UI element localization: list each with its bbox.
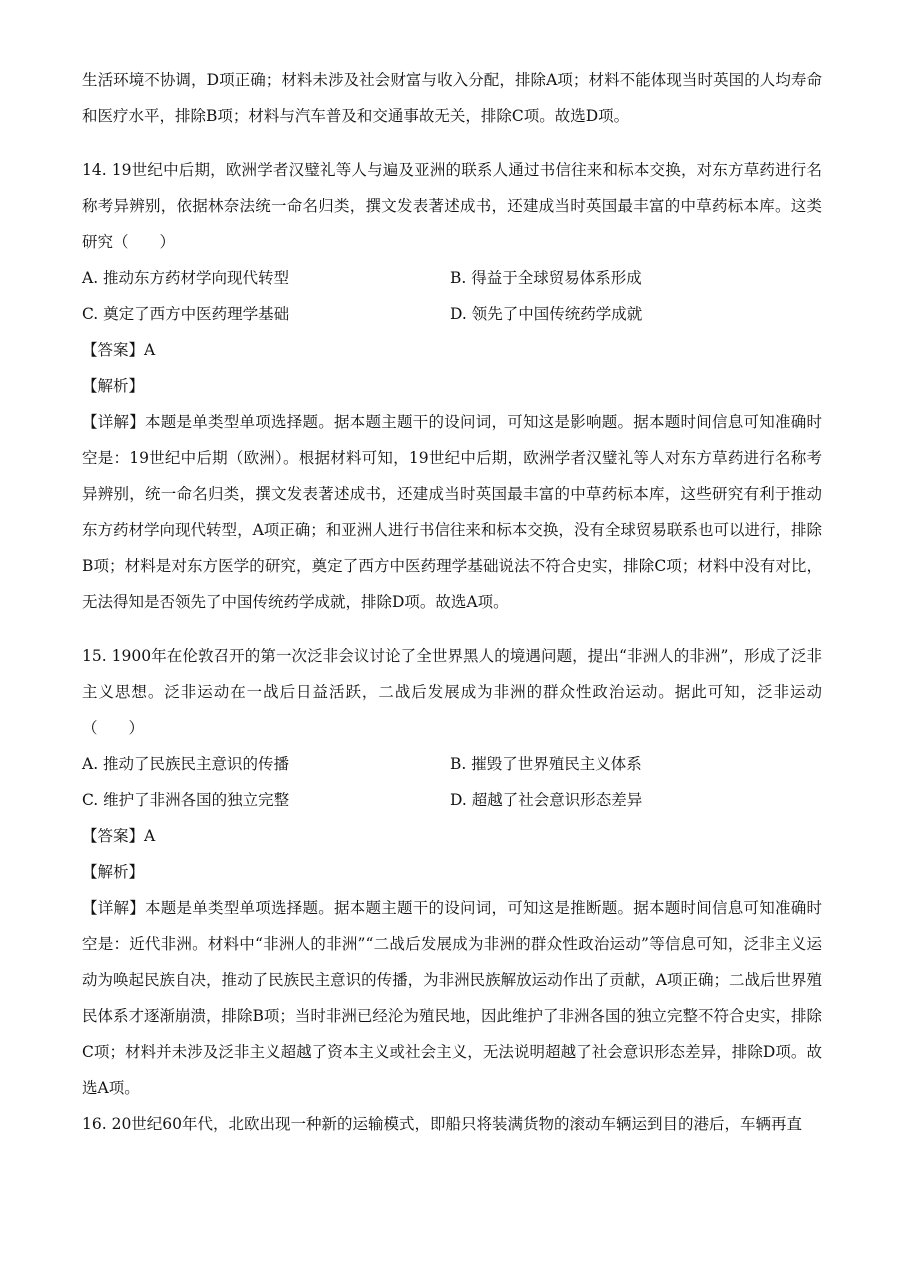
option-list [82, 260, 822, 332]
detailed-explanation: 【详解】本题是单类型单项选择题。据本题主题干的设问词，可知这是影响题。据本题时间信息可知准确时空是：19世纪中后期（欧洲）。根据材料可知，19世纪中后期，欧洲学者汉璧礼等人对东方草药进行名称考异辨别，统一命名归类，撰文发表著述成书，还建成当时英国最丰富的中草药标本库，这些研究有利于推动东方药材学向现代转型，A项正确；和亚洲人进行书信往来和标本交换，没有全球贸易联系也可以进行，排除B项；材料是对东方医学的研究，奠定了西方中医药理学基础说法不符合史实，排除C项；材料中没有对比，无法得知是否领先了中国传统药学成就，排除D项。故选A项。 [82, 413, 822, 611]
question-stem: 15. 1900年在伦敦召开的第一次泛非会议讨论了全世界黑人的境遇问题，提出“非洲人的非洲”，形成了泛非主义思想。泛非运动在一战后日益活跃，二战后发展成为非洲的群众性政治运动。据此可知，泛非运动（ ） [82, 647, 822, 737]
option-a: A. 推动东方药材学向现代转型 [82, 269, 290, 287]
answer-label: 【答案】A [82, 827, 156, 845]
option-d: D. 超越了社会意识形态差异 [450, 791, 643, 809]
detailed-explanation: 【详解】本题是单类型单项选择题。据本题主题干的设问词，可知这是推断题。据本题时间信息可知准确时空是：近代非洲。材料中“非洲人的非洲”“二战后发展成为非洲的群众性政治运动”等信息可知，泛非主义运动为唤起民族自决，推动了民族民主意识的传播，为非洲民族解放运动作出了贡献，A项正确；二战后世界殖民体系才逐渐崩溃，排除B项；当时非洲已经沦为殖民地，因此维护了非洲各国的独立完整不符合史实，排除C项；材料并未涉及泛非主义超越了资本主义或社会主义，无法说明超越了社会意识形态差异，排除D项。故选A项。 [82, 899, 822, 1097]
option-d: D. 领先了中国传统药学成就 [450, 305, 643, 323]
question-stem: 14. 19世纪中后期，欧洲学者汉璧礼等人与遍及亚洲的联系人通过书信往来和标本交换，对东方草药进行名称考异辨别，依据林奈法统一命名归类，撰文发表著述成书，还建成当时英国最丰富的中草药标本库。这类研究（ ） [82, 161, 822, 251]
answer-label: 【答案】A [82, 341, 156, 359]
question-16-stem: 16. 20世纪60年代，北欧出现一种新的运输模式，即船只将装满货物的滚动车辆运到目的港后，车辆再直 [82, 1115, 803, 1133]
option-b: B. 摧毁了世界殖民主义体系 [450, 755, 642, 773]
option-c: C. 奠定了西方中医药理学基础 [82, 305, 290, 323]
question-14 [82, 152, 822, 620]
question-15 [82, 638, 822, 1106]
analysis-label: 【解析】 [82, 377, 145, 395]
option-c: C. 维护了非洲各国的独立完整 [82, 791, 290, 809]
analysis-label: 【解析】 [82, 863, 145, 881]
option-list [82, 746, 822, 818]
option-a: A. 推动了民族民主意识的传播 [82, 755, 290, 773]
document-page [82, 62, 822, 1142]
previous-answer-continuation: 生活环境不协调，D项正确；材料未涉及社会财富与收入分配，排除A项；材料不能体现当时英国的人均寿命和医疗水平，排除B项；材料与汽车普及和交通事故无关，排除C项。故选D项。 [82, 71, 822, 125]
option-b: B. 得益于全球贸易体系形成 [450, 269, 642, 287]
